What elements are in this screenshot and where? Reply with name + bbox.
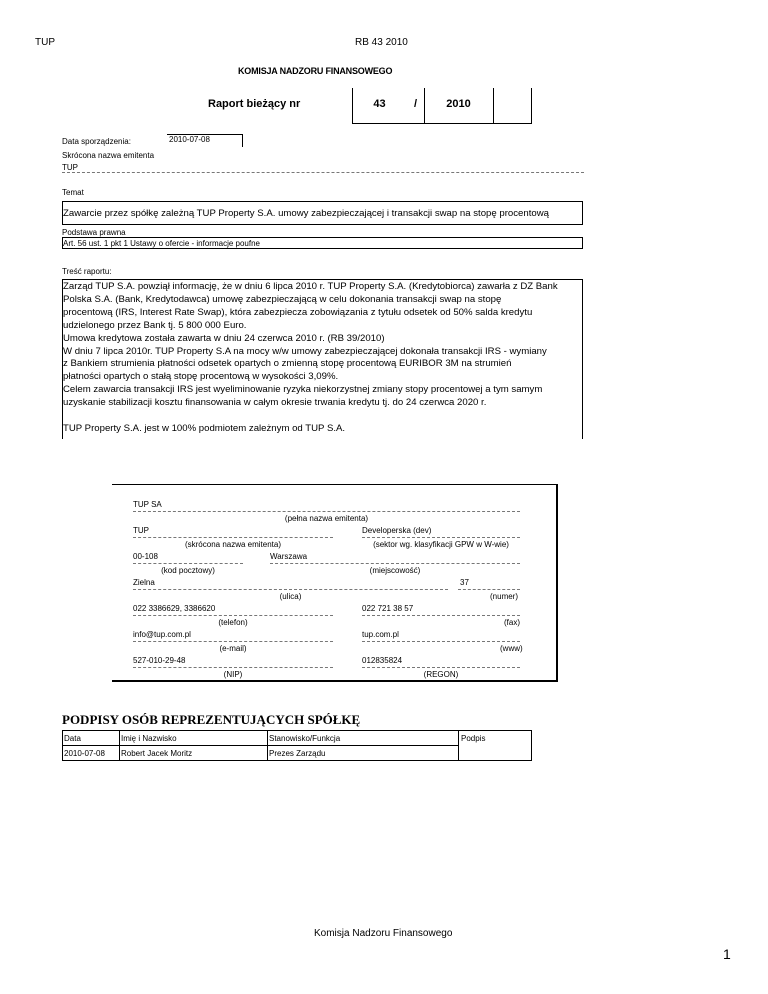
content-line: TUP Property S.A. jest w 100% podmiotem zależnym od TUP S.A.: [63, 422, 346, 434]
issuer-fax: 022 721 38 57: [362, 604, 414, 613]
email-caption: (e-mail): [219, 644, 247, 653]
content-label: Treść raportu:: [62, 267, 112, 276]
report-number-box: [352, 88, 532, 124]
phone-caption: (telefon): [218, 618, 248, 627]
issuer-www: tup.com.pl: [362, 630, 399, 639]
row-position: Prezes Zarządu: [268, 746, 459, 761]
content-line: udzielonego przez Bank tj. 5 800 000 Euro.: [63, 319, 247, 331]
divider: [62, 172, 584, 173]
issuer-box: [112, 484, 558, 682]
issuer-number: 37: [460, 578, 469, 587]
number-caption: (numer): [490, 592, 519, 601]
authority-title: KOMISJA NADZORU FINANSOWEGO: [238, 66, 393, 76]
report-reference: RB 43 2010: [355, 37, 408, 48]
legal-basis-value: Art. 56 ust. 1 pkt 1 Ustawy o ofercie - informacje poufne: [62, 237, 583, 249]
row-date: 2010-07-08: [63, 746, 120, 761]
header-position: Stanowisko/Funkcja: [268, 731, 459, 746]
report-year: 2010: [446, 98, 471, 110]
report-separator: /: [413, 98, 418, 110]
report-number: 43: [373, 98, 386, 110]
date-label: Data sporządzenia:: [62, 137, 131, 146]
issuer-email: info@tup.com.pl: [133, 630, 191, 639]
issuer-city: Warszawa: [270, 552, 308, 561]
issuer-nip: 527-010-29-48: [133, 656, 186, 665]
signatures-title: PODPISY OSÓB REPREZENTUJĄCYCH SPÓŁKĘ: [62, 712, 361, 727]
signatures-table: [62, 730, 532, 761]
www-caption: (www): [500, 644, 523, 653]
company-header: TUP: [35, 37, 55, 48]
content-line: płatności opartych o stałą stopę procentową w wysokości 3,09%.: [63, 371, 339, 383]
short-name-caption: (skrócona nazwa emitenta): [184, 540, 282, 549]
short-name-value: TUP: [62, 163, 78, 172]
fax-caption: (fax): [504, 618, 520, 627]
topic-label: Temat: [62, 188, 84, 197]
issuer-regon: 012835824: [362, 656, 403, 665]
table-row: [63, 746, 532, 761]
issuer-short-name: TUP: [133, 526, 149, 535]
row-name: Robert Jacek Moritz: [120, 746, 268, 761]
regon-caption: (REGON): [423, 670, 459, 679]
content-line: W dniu 7 lipca 2010r. TUP Property S.A na mocy w/w umowy zabezpieczającej dokonała transakcji IRS - wymiany: [63, 345, 547, 357]
content-line: uzyskanie stabilizacji kosztu finansowania w całym okresie trwania kredytu tj. do 24 czerwca 2020 r.: [63, 397, 487, 409]
content-box: [62, 279, 583, 439]
table-header-row: [63, 731, 532, 746]
content-line: Zarząd TUP S.A. powziął informację, że w dniu 6 lipca 2010 r. TUP Property S.A. (Kredytobiorca) zawarła z DZ Bank: [63, 281, 558, 292]
header-signature: Podpis: [459, 731, 532, 746]
content-line: procentową (IRS, Interest Rate Swap), która zabezpiecza zobowiązania z tytułu odsetek od 50% salda kredytu: [63, 306, 533, 318]
postal-caption: (kod pocztowy): [161, 566, 215, 575]
issuer-phone: 022 3386629, 3386620: [133, 604, 216, 613]
city-caption: (miejscowość): [369, 566, 421, 575]
nip-caption: (NIP): [223, 670, 243, 679]
report-label: Raport bieżący nr: [208, 98, 301, 110]
page-number: 1: [723, 946, 731, 962]
date-value: 2010-07-08: [167, 134, 243, 147]
sector-caption: (sektor wg. klasyfikacji GPW w W-wie): [373, 540, 509, 549]
issuer-sector: Developerska (dev): [362, 526, 432, 535]
header-name: Imię i Nazwisko: [120, 731, 268, 746]
content-line: Umowa kredytowa została zawarta w dniu 24 czerwca 2010 r. (RB 39/2010): [63, 332, 385, 344]
content-line: z Bankiem strumienia płatności odsetek opartych o zmienną stopę procentową EURIBOR 3M na strumień: [63, 358, 512, 370]
row-signature: [459, 746, 532, 761]
content-line: Celem zawarcia transakcji IRS jest wyeliminowanie ryzyka niekorzystnej zmiany stopy procentowej a tym samym: [63, 384, 543, 396]
issuer-postal-code: 00-108: [133, 552, 158, 561]
full-name-caption: (pełna nazwa emitenta): [284, 514, 369, 523]
short-name-label: Skrócona nazwa emitenta: [62, 151, 155, 160]
topic-value: Zawarcie przez spółkę zależną TUP Property S.A. umowy zabezpieczającej i transakcji swap na stopę procentową: [62, 201, 583, 225]
header-date: Data: [63, 731, 120, 746]
issuer-full-name: TUP SA: [133, 500, 162, 509]
legal-basis-label: Podstawa prawna: [62, 228, 126, 237]
content-line: Polska S.A. (Bank, Kredytodawca) umowę zabezpieczającą w celu dokonania transakcji swap na stopę: [63, 293, 502, 305]
street-caption: (ulica): [279, 592, 302, 601]
issuer-street: Zielna: [133, 578, 155, 587]
footer-text: Komisja Nadzoru Finansowego: [314, 928, 453, 939]
content-line: [63, 410, 582, 423]
